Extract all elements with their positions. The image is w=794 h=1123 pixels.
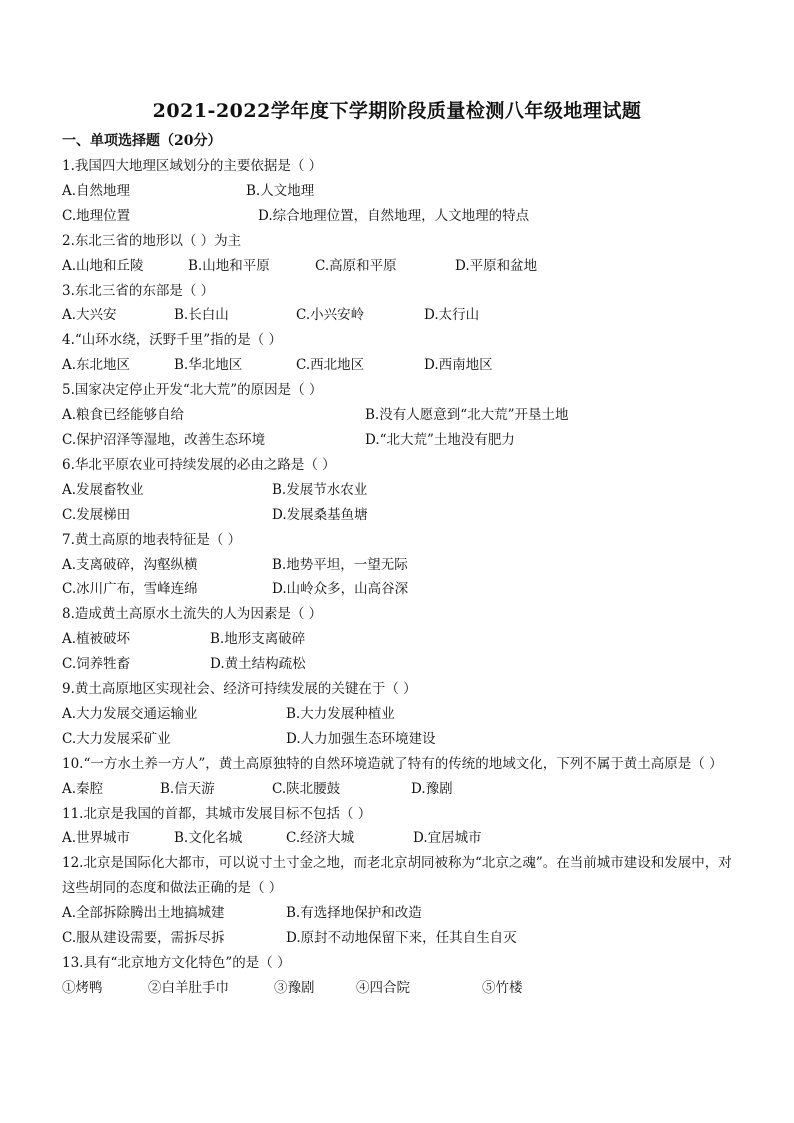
question-9-option: B.大力发展种植业 xyxy=(286,705,395,722)
question-2-options xyxy=(62,254,734,279)
question-9-option: D.人力加强生态环境建设 xyxy=(286,730,436,747)
question-10-stem: 10.“一方水土养一方人”，黄土高原独特的自然环境造就了特有的传统的地域文化，下列不属于黄土高原是（ ） xyxy=(62,755,723,772)
question-12-options xyxy=(62,901,734,926)
question-11-option: D.宜居城市 xyxy=(413,830,482,847)
question-8-option: B.地形支离破碎 xyxy=(210,631,306,648)
question-7-option: B.地势平坦，一望无际 xyxy=(272,556,408,573)
question-7-stem: 7.黄土高原的地表特征是（ ） xyxy=(62,531,242,548)
question-10-option: A.秦腔 xyxy=(62,780,104,797)
question-3-stem: 3.东北三省的东部是（ ） xyxy=(62,282,215,299)
question-6-options xyxy=(62,503,734,528)
question-11-stem: 11.北京是我国的首都，其城市发展目标不包括（ ） xyxy=(62,805,372,822)
question-9-option: C.大力发展采矿业 xyxy=(62,730,171,747)
question-4-option: C.西北地区 xyxy=(296,357,365,374)
question-6-option: C.发展梯田 xyxy=(62,506,131,523)
question-8-option: A.植被破坏 xyxy=(62,631,131,648)
question-6-stem: 6.华北平原农业可持续发展的必由之路是（ ） xyxy=(62,456,336,473)
question-12-options xyxy=(62,926,734,951)
question-12-option: C.服从建设需要，需拆尽拆 xyxy=(62,930,225,947)
question-1-options xyxy=(62,179,734,204)
question-2-stem: 2.东北三省的地形以（ ）为主 xyxy=(62,232,242,249)
question-8-option: C.饲养牲畜 xyxy=(62,656,131,673)
question-13-stem: 13.具有“北京地方文化特色”的是（ ） xyxy=(62,955,291,971)
question-10-options xyxy=(62,777,734,802)
question-6-option: A.发展畜牧业 xyxy=(62,481,144,498)
question-13-option: ①烤鸭 xyxy=(62,979,103,996)
section-heading: 一、单项选择题（20分） xyxy=(62,133,222,149)
question-13-option: ④四合院 xyxy=(356,979,410,996)
question-5-options xyxy=(62,403,734,428)
question-6-option: D.发展桑基鱼塘 xyxy=(272,506,368,523)
question-2-option: C.高原和平原 xyxy=(315,257,397,274)
question-3-option: A.大兴安 xyxy=(62,307,117,324)
question-13-option: ⑤竹楼 xyxy=(482,979,523,996)
question-7-option: D.山岭众多，山高谷深 xyxy=(272,581,409,598)
question-4-stem: 4.“山环水绕，沃野千里”指的是（ ） xyxy=(62,332,282,349)
question-6-options xyxy=(62,478,734,503)
question-4-option: B.华北地区 xyxy=(174,357,243,374)
question-10-option: C.陕北腰鼓 xyxy=(272,780,341,797)
question-10-option: D.豫剧 xyxy=(411,780,453,797)
question-13-option: ②白羊肚手巾 xyxy=(148,979,229,996)
question-9-option: A.大力发展交通运输业 xyxy=(62,705,198,722)
question-5-option: C.保护沼泽等湿地，改善生态环境 xyxy=(62,431,266,448)
question-9-options xyxy=(62,702,734,727)
question-11-option: B.文化名城 xyxy=(174,830,243,847)
question-5-option: B.没有人愿意到“北大荒”开垦土地 xyxy=(365,407,569,424)
question-4-option: D.西南地区 xyxy=(424,357,493,374)
question-list xyxy=(62,154,734,1001)
question-1-option: B.人文地理 xyxy=(246,182,315,199)
question-11-option: C.经济大城 xyxy=(286,830,355,847)
question-1-stem: 1.我国四大地理区域划分的主要依据是（ ） xyxy=(62,158,323,174)
question-5-options xyxy=(62,428,734,453)
question-1-option: A.自然地理 xyxy=(62,182,131,199)
question-8-option: D.黄土结构疏松 xyxy=(210,656,306,673)
question-10-option: B.信天游 xyxy=(160,780,215,797)
question-5-stem: 5.国家决定停止开发“北大荒”的原因是（ ） xyxy=(62,382,323,399)
question-3-option: D.太行山 xyxy=(424,307,480,324)
question-12-option: D.原封不动地保留下来，任其自生自灭 xyxy=(286,930,517,947)
question-8-options xyxy=(62,627,734,652)
question-7-options xyxy=(62,553,734,578)
question-6-option: B.发展节水农业 xyxy=(272,481,368,498)
question-4-options xyxy=(62,353,734,378)
question-9-stem: 9.黄土高原地区实现社会、经济可持续发展的关键在于（ ） xyxy=(62,681,417,698)
question-8-options xyxy=(62,652,734,677)
question-4-option: A.东北地区 xyxy=(62,357,131,374)
question-5-option: D.“北大荒”土地没有肥力 xyxy=(365,431,515,448)
question-7-option: A.支离破碎，沟壑纵横 xyxy=(62,556,198,573)
question-12-option: B.有选择地保护和改造 xyxy=(286,905,422,922)
question-1-option: C.地理位置 xyxy=(62,207,131,224)
question-2-option: D.平原和盆地 xyxy=(455,257,538,274)
question-11-options xyxy=(62,826,734,851)
question-12-stem: 12.北京是国际化大都市，可以说寸土寸金之地，而老北京胡同被称为“北京之魂”。在当前城市建设和发展中，对这些胡同的态度和做法正确的是（ ） xyxy=(62,855,732,897)
question-5-option: A.粮食已经能够自给 xyxy=(62,407,185,424)
question-11-option: A.世界城市 xyxy=(62,830,131,847)
question-2-option: B.山地和平原 xyxy=(188,257,270,274)
page-title: 2021-2022学年度下学期阶段质量检测八年级地理试题 xyxy=(152,100,642,122)
question-7-option: C.冰川广布，雪峰连绵 xyxy=(62,581,198,598)
question-7-options xyxy=(62,577,734,602)
question-9-options xyxy=(62,727,734,752)
question-3-options xyxy=(62,303,734,328)
question-1-options xyxy=(62,204,734,229)
question-3-option: B.长白山 xyxy=(174,307,229,324)
question-3-option: C.小兴安岭 xyxy=(296,307,365,324)
question-8-stem: 8.造成黄土高原水土流失的人为因素是（ ） xyxy=(62,606,323,623)
question-1-option: D.综合地理位置，自然地理，人文地理的特点 xyxy=(258,207,530,224)
question-13-option: ③豫剧 xyxy=(274,979,315,996)
question-12-option: A.全部拆除腾出土地搞城建 xyxy=(62,905,225,922)
question-2-option: A.山地和丘陵 xyxy=(62,257,144,274)
question-13-options xyxy=(62,976,734,1001)
